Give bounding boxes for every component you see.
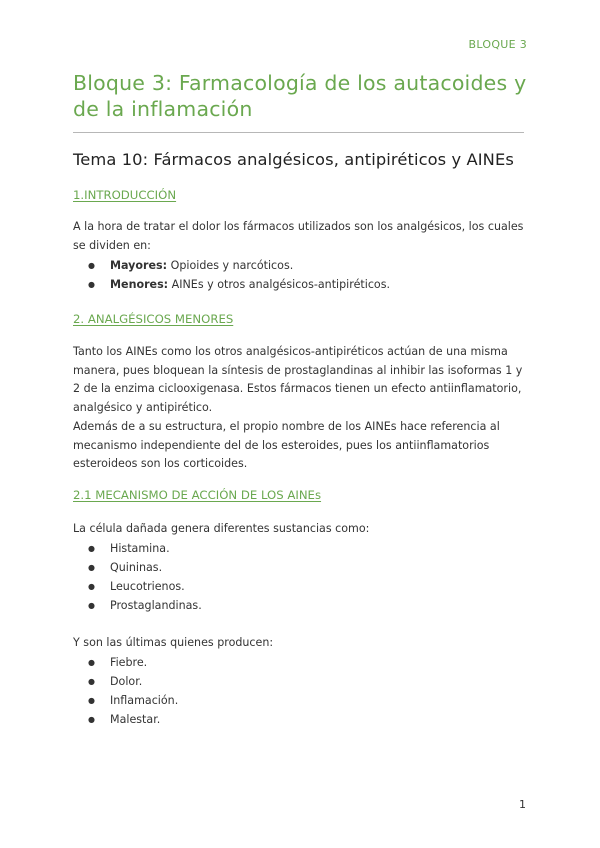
list-item: ● Inflamación. — [73, 691, 178, 710]
list-item-mayores — [73, 256, 390, 275]
list-item-menores — [73, 275, 390, 294]
substances-list — [73, 539, 202, 615]
list-item-label: Menores: — [110, 278, 169, 291]
title-divider — [73, 132, 524, 133]
page-number: 1 — [519, 798, 526, 811]
effects-intro: Y son las últimas quienes producen: — [73, 636, 274, 649]
section-heading-introduccion: 1.INTRODUCCIÓN — [73, 188, 177, 202]
list-item-text: Opioides y narcóticos. — [167, 259, 294, 272]
list-item: ● Dolor. — [73, 672, 178, 691]
list-item: ● Malestar. — [73, 710, 178, 729]
list-item: ● Histamina. — [73, 539, 202, 558]
list-item-label: Mayores: — [110, 259, 168, 272]
section-heading-analgesicos-menores: 2. ANALGÉSICOS MENORES — [73, 312, 234, 326]
list-item: ● Prostaglandinas. — [73, 596, 202, 615]
block-label: BLOQUE 3 — [468, 38, 527, 51]
effects-list — [73, 653, 178, 729]
document-title: Bloque 3: Farmacología de los autacoides y de la inflamación — [73, 71, 527, 121]
intro-paragraph: A la hora de tratar el dolor los fármacos utilizados son los analgésicos, los cuales se dividen en: — [73, 220, 524, 252]
list-item: ● Fiebre. — [73, 653, 178, 672]
mecanismo-intro: La célula dañada genera diferentes sustancias como: — [73, 522, 370, 535]
list-item: ● Leucotrienos. — [73, 577, 202, 596]
analgesicos-paragraph-2: Además de a su estructura, el propio nombre de los AINEs hace referencia al mecanismo independiente del de los esteroides, pues los antiinflamatorios esteroideos son los corticoides. — [73, 420, 500, 471]
analgesicos-paragraph-1: Tanto los AINEs como los otros analgésicos-antipiréticos actúan de una misma manera, pues bloquean la síntesis de prostaglandinas al inhibir las isoformas 1 y 2 de la enzima ciclooxigenasa. Estos fármacos tienen un efecto antiinflamatorio, analgésico y antipirético. — [73, 345, 523, 414]
list-item-text: AINEs y otros analgésicos-antipiréticos. — [168, 278, 391, 291]
list-item: ● Quininas. — [73, 558, 202, 577]
section-heading-mecanismo: 2.1 MECANISMO DE ACCIÓN DE LOS AINEs — [73, 488, 322, 502]
topic-title: Tema 10: Fármacos analgésicos, antipiréticos y AINEs — [73, 150, 514, 169]
analgesic-types-list — [73, 256, 390, 294]
